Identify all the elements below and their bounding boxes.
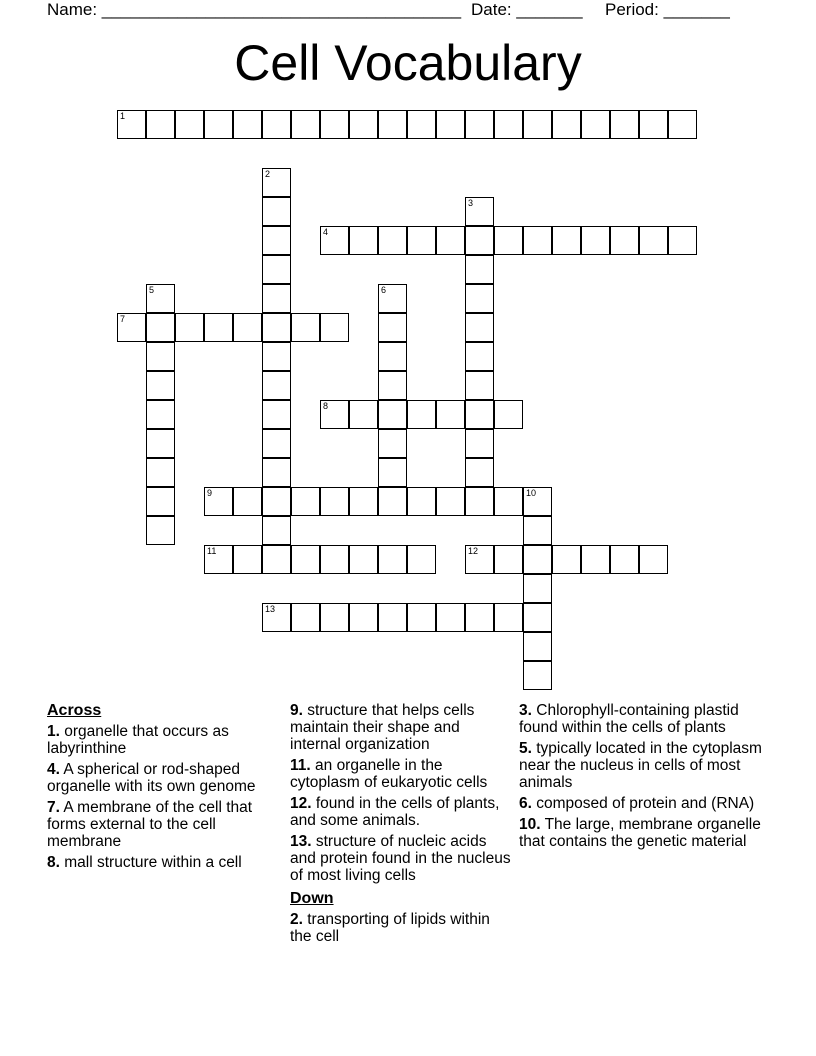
clue-number: 1. bbox=[47, 723, 60, 740]
grid-cell[interactable] bbox=[378, 487, 407, 516]
grid-cell[interactable] bbox=[146, 110, 175, 139]
grid-cell[interactable] bbox=[262, 197, 291, 226]
clue-item bbox=[47, 854, 279, 871]
clue-number: 6. bbox=[519, 795, 532, 812]
clue-text: Chlorophyll-containing plastid found within the cells of plants bbox=[519, 702, 739, 736]
grid-cell[interactable] bbox=[523, 110, 552, 139]
grid-cell[interactable] bbox=[349, 545, 378, 574]
clue-item bbox=[47, 723, 279, 757]
grid-cell[interactable] bbox=[610, 110, 639, 139]
grid-cell[interactable] bbox=[639, 545, 668, 574]
grid-cell[interactable] bbox=[320, 110, 349, 139]
grid-cell[interactable] bbox=[639, 226, 668, 255]
grid-cell[interactable] bbox=[436, 603, 465, 632]
grid-cell[interactable] bbox=[262, 168, 291, 197]
grid-cell[interactable] bbox=[523, 661, 552, 690]
clue-text: an organelle in the cytoplasm of eukaryotic cells bbox=[290, 757, 488, 791]
clue-number: 9. bbox=[290, 702, 303, 719]
grid-cell[interactable] bbox=[639, 110, 668, 139]
clue-text: organelle that occurs as labyrinthine bbox=[47, 723, 229, 757]
grid-cell[interactable] bbox=[146, 371, 175, 400]
grid-cell[interactable] bbox=[523, 545, 552, 574]
grid-cell[interactable] bbox=[436, 226, 465, 255]
grid-cell[interactable] bbox=[175, 313, 204, 342]
grid-cell[interactable] bbox=[320, 313, 349, 342]
cell-number: 9 bbox=[207, 488, 213, 498]
grid-cell[interactable] bbox=[320, 603, 349, 632]
grid-cell[interactable] bbox=[146, 516, 175, 545]
grid-cell[interactable] bbox=[494, 603, 523, 632]
cell-number: 1 bbox=[120, 111, 126, 121]
cell-number: 12 bbox=[468, 546, 479, 556]
grid-cell[interactable] bbox=[465, 400, 494, 429]
grid-cell[interactable] bbox=[291, 313, 320, 342]
grid-cell[interactable] bbox=[204, 545, 233, 574]
grid-cell[interactable] bbox=[262, 458, 291, 487]
grid-cell[interactable] bbox=[262, 487, 291, 516]
cell-number: 10 bbox=[526, 488, 537, 498]
grid-cell[interactable] bbox=[581, 545, 610, 574]
grid-cell[interactable] bbox=[494, 226, 523, 255]
grid-cell[interactable] bbox=[204, 110, 233, 139]
grid-cell[interactable] bbox=[378, 603, 407, 632]
grid-cell[interactable] bbox=[407, 226, 436, 255]
cell-number: 3 bbox=[468, 198, 474, 208]
grid-cell[interactable] bbox=[233, 545, 262, 574]
grid-cell[interactable] bbox=[465, 255, 494, 284]
clue-item bbox=[290, 911, 512, 945]
grid-cell[interactable] bbox=[407, 603, 436, 632]
grid-cell[interactable] bbox=[320, 545, 349, 574]
grid-cell[interactable] bbox=[436, 400, 465, 429]
grid-cell[interactable] bbox=[552, 110, 581, 139]
clue-number: 5. bbox=[519, 740, 532, 757]
grid-cell[interactable] bbox=[262, 545, 291, 574]
grid-cell[interactable] bbox=[175, 110, 204, 139]
grid-cell[interactable] bbox=[523, 226, 552, 255]
grid-cell[interactable] bbox=[494, 545, 523, 574]
grid-cell[interactable] bbox=[146, 487, 175, 516]
grid-cell[interactable] bbox=[262, 342, 291, 371]
name-label: Name: bbox=[47, 0, 102, 19]
grid-cell[interactable] bbox=[378, 545, 407, 574]
grid-cell[interactable] bbox=[407, 110, 436, 139]
grid-cell[interactable] bbox=[262, 313, 291, 342]
grid-cell[interactable] bbox=[378, 400, 407, 429]
grid-cell[interactable] bbox=[465, 487, 494, 516]
grid-cell[interactable] bbox=[349, 226, 378, 255]
clue-item bbox=[290, 702, 512, 753]
period-label: Period: bbox=[605, 0, 664, 19]
grid-cell[interactable] bbox=[378, 371, 407, 400]
clue-item bbox=[47, 761, 279, 795]
period-line[interactable]: _______ bbox=[663, 0, 730, 19]
cell-number: 13 bbox=[265, 604, 276, 614]
clue-text: The large, membrane organelle that contains the genetic material bbox=[519, 816, 761, 850]
page-title: Cell Vocabulary bbox=[234, 35, 582, 91]
grid-cell[interactable] bbox=[465, 458, 494, 487]
down-heading: Down bbox=[290, 890, 334, 907]
grid-cell[interactable] bbox=[349, 487, 378, 516]
clue-number: 7. bbox=[47, 799, 60, 816]
grid-cell[interactable] bbox=[146, 429, 175, 458]
grid-cell[interactable] bbox=[465, 371, 494, 400]
grid-cell[interactable] bbox=[233, 313, 262, 342]
grid-cell[interactable] bbox=[291, 110, 320, 139]
grid-cell[interactable] bbox=[262, 400, 291, 429]
grid-cell[interactable] bbox=[581, 226, 610, 255]
grid-cell[interactable] bbox=[552, 226, 581, 255]
cell-number: 2 bbox=[265, 169, 271, 179]
cell-number: 7 bbox=[120, 314, 126, 324]
grid-cell[interactable] bbox=[320, 226, 349, 255]
grid-cell[interactable] bbox=[465, 197, 494, 226]
clue-text: typically located in the cytoplasm near the nucleus in cells of most animals bbox=[519, 740, 762, 791]
grid-cell[interactable] bbox=[610, 226, 639, 255]
grid-cell[interactable] bbox=[146, 458, 175, 487]
clue-text: structure of nucleic acids and protein found in the nucleus of most living cells bbox=[290, 833, 511, 884]
grid-cell[interactable] bbox=[349, 110, 378, 139]
grid-cell[interactable] bbox=[378, 110, 407, 139]
grid-cell[interactable] bbox=[407, 545, 436, 574]
grid-cell[interactable] bbox=[117, 110, 146, 139]
clue-text: mall structure within a cell bbox=[64, 854, 242, 871]
grid-cell[interactable] bbox=[262, 371, 291, 400]
clue-text: A membrane of the cell that forms external to the cell membrane bbox=[47, 799, 253, 850]
clue-item bbox=[290, 757, 512, 791]
clue-item bbox=[519, 740, 769, 791]
grid-cell[interactable] bbox=[349, 400, 378, 429]
clue-text: transporting of lipids within the cell bbox=[290, 911, 490, 945]
grid-cell[interactable] bbox=[204, 313, 233, 342]
clue-number: 3. bbox=[519, 702, 532, 719]
clues-column-2 bbox=[290, 702, 512, 949]
clue-text: A spherical or rod-shaped organelle with its own genome bbox=[47, 761, 256, 795]
clues-column-3 bbox=[519, 702, 769, 854]
grid-cell[interactable] bbox=[407, 487, 436, 516]
grid-cell[interactable] bbox=[610, 545, 639, 574]
grid-cell[interactable] bbox=[117, 313, 146, 342]
grid-cell[interactable] bbox=[523, 632, 552, 661]
grid-cell[interactable] bbox=[465, 545, 494, 574]
grid-cell[interactable] bbox=[465, 603, 494, 632]
clue-number: 4. bbox=[47, 761, 60, 778]
grid-cell[interactable] bbox=[146, 313, 175, 342]
cell-number: 6 bbox=[381, 285, 387, 295]
clue-number: 2. bbox=[290, 911, 303, 928]
grid-cell[interactable] bbox=[523, 574, 552, 603]
grid-cell[interactable] bbox=[436, 110, 465, 139]
grid-cell[interactable] bbox=[494, 110, 523, 139]
grid-cell[interactable] bbox=[262, 110, 291, 139]
grid-cell[interactable] bbox=[233, 487, 262, 516]
date-label: Date: bbox=[471, 0, 517, 19]
cell-number: 11 bbox=[207, 546, 217, 556]
clue-item bbox=[290, 795, 512, 829]
clues-column-1 bbox=[47, 702, 279, 875]
grid-cell[interactable] bbox=[523, 487, 552, 516]
clue-text: structure that helps cells maintain their shape and internal organization bbox=[290, 702, 475, 753]
grid-cell[interactable] bbox=[146, 400, 175, 429]
grid-cell[interactable] bbox=[262, 603, 291, 632]
grid-cell[interactable] bbox=[668, 226, 697, 255]
grid-cell[interactable] bbox=[262, 284, 291, 313]
grid-cell[interactable] bbox=[378, 342, 407, 371]
grid-cell[interactable] bbox=[581, 110, 610, 139]
grid-cell[interactable] bbox=[465, 284, 494, 313]
name-line[interactable]: ______________________________________ bbox=[101, 0, 462, 19]
grid-cell[interactable] bbox=[494, 400, 523, 429]
clue-item bbox=[519, 702, 769, 736]
grid-cell[interactable] bbox=[465, 342, 494, 371]
cell-number: 4 bbox=[323, 227, 329, 237]
grid-cell[interactable] bbox=[436, 487, 465, 516]
clue-number: 13. bbox=[290, 833, 312, 850]
across-heading: Across bbox=[47, 702, 102, 719]
grid-cell[interactable] bbox=[465, 313, 494, 342]
grid-cell[interactable] bbox=[320, 487, 349, 516]
grid-cell[interactable] bbox=[262, 429, 291, 458]
grid-cell[interactable] bbox=[378, 458, 407, 487]
grid-cell[interactable] bbox=[465, 429, 494, 458]
cell-number: 5 bbox=[149, 285, 155, 295]
grid-cell[interactable] bbox=[378, 313, 407, 342]
grid-cell[interactable] bbox=[146, 342, 175, 371]
grid-cell[interactable] bbox=[320, 400, 349, 429]
grid-cell[interactable] bbox=[523, 516, 552, 545]
clue-number: 12. bbox=[290, 795, 312, 812]
grid-cell[interactable] bbox=[262, 226, 291, 255]
grid-cell[interactable] bbox=[262, 255, 291, 284]
grid-cell[interactable] bbox=[378, 226, 407, 255]
grid-cell[interactable] bbox=[407, 400, 436, 429]
grid-cell[interactable] bbox=[262, 516, 291, 545]
grid-cell[interactable] bbox=[465, 226, 494, 255]
clue-text: composed of protein and (RNA) bbox=[536, 795, 755, 812]
grid-cell[interactable] bbox=[668, 110, 697, 139]
date-line[interactable]: _______ bbox=[516, 0, 583, 19]
grid-cell[interactable] bbox=[146, 284, 175, 313]
clue-item bbox=[519, 816, 769, 850]
grid-cell[interactable] bbox=[204, 487, 233, 516]
cell-number: 8 bbox=[323, 401, 329, 411]
grid-cell[interactable] bbox=[233, 110, 262, 139]
clue-text: found in the cells of plants, and some animals. bbox=[290, 795, 500, 829]
grid-cell[interactable] bbox=[291, 603, 320, 632]
clue-item bbox=[519, 795, 769, 812]
grid-cell[interactable] bbox=[552, 545, 581, 574]
clue-number: 10. bbox=[519, 816, 541, 833]
grid-cell[interactable] bbox=[494, 487, 523, 516]
clue-item bbox=[290, 833, 512, 884]
grid-cell[interactable] bbox=[291, 545, 320, 574]
grid-cell[interactable] bbox=[378, 284, 407, 313]
grid-cell[interactable] bbox=[465, 110, 494, 139]
grid-cell[interactable] bbox=[523, 603, 552, 632]
clue-number: 8. bbox=[47, 854, 60, 871]
grid-cell[interactable] bbox=[291, 487, 320, 516]
grid-cell[interactable] bbox=[349, 603, 378, 632]
clue-number: 11. bbox=[290, 757, 311, 774]
clue-item bbox=[47, 799, 279, 850]
grid-cell[interactable] bbox=[378, 429, 407, 458]
